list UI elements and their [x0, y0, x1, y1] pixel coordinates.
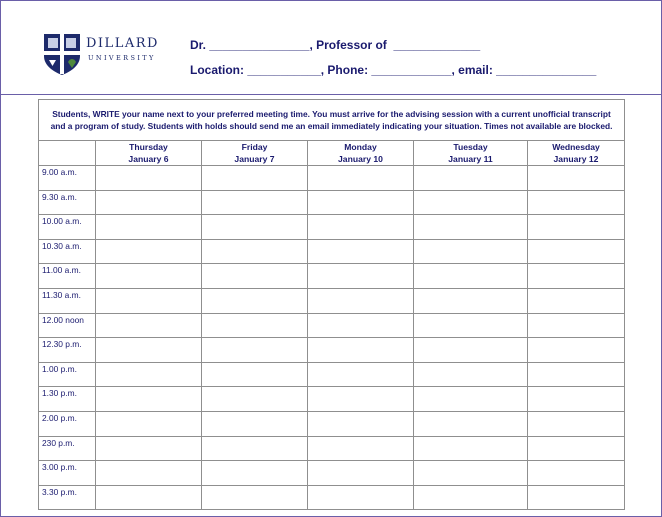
time-label: 11.00 a.m.: [39, 264, 96, 289]
slot-cell-wednesday[interactable]: [528, 485, 625, 510]
slot-cell-friday[interactable]: [202, 436, 308, 461]
logo-name: DILLARD: [86, 36, 159, 51]
university-logo: [42, 32, 162, 76]
slot-cell-monday[interactable]: [308, 313, 414, 338]
shield-icon: [42, 32, 82, 76]
schedule-table: [38, 99, 625, 510]
time-label: 9.00 a.m.: [39, 166, 96, 191]
day-header-monday: [308, 141, 414, 166]
time-slot-row: [39, 411, 625, 436]
slot-cell-friday[interactable]: [202, 411, 308, 436]
slot-cell-friday[interactable]: [202, 485, 308, 510]
slot-cell-wednesday[interactable]: [528, 239, 625, 264]
slot-cell-thursday[interactable]: [96, 239, 202, 264]
slot-cell-friday[interactable]: [202, 264, 308, 289]
slot-cell-wednesday[interactable]: [528, 313, 625, 338]
slot-cell-tuesday[interactable]: [414, 215, 528, 240]
slot-cell-wednesday[interactable]: [528, 362, 625, 387]
day-date: January 11: [448, 154, 493, 164]
slot-cell-friday[interactable]: [202, 338, 308, 363]
slot-cell-thursday[interactable]: [96, 485, 202, 510]
day-header-friday: [202, 141, 308, 166]
day-name: Friday: [241, 142, 268, 152]
time-slot-row: [39, 288, 625, 313]
time-slot-row: [39, 215, 625, 240]
time-slot-row: [39, 461, 625, 486]
slot-cell-wednesday[interactable]: [528, 436, 625, 461]
time-slot-row: [39, 436, 625, 461]
time-slot-row: [39, 190, 625, 215]
slot-cell-monday[interactable]: [308, 338, 414, 363]
day-name: Thursday: [129, 142, 168, 152]
slot-cell-thursday[interactable]: [96, 166, 202, 191]
time-slot-row: [39, 387, 625, 412]
slot-cell-tuesday[interactable]: [414, 190, 528, 215]
slot-cell-monday[interactable]: [308, 436, 414, 461]
slot-cell-thursday[interactable]: [96, 190, 202, 215]
time-label: 1.00 p.m.: [39, 362, 96, 387]
slot-cell-monday[interactable]: [308, 166, 414, 191]
slot-cell-monday[interactable]: [308, 485, 414, 510]
day-date: January 12: [553, 154, 599, 164]
slot-cell-monday[interactable]: [308, 288, 414, 313]
day-header-thursday: [96, 141, 202, 166]
day-date: January 10: [338, 154, 383, 164]
slot-cell-thursday[interactable]: [96, 313, 202, 338]
slot-cell-wednesday[interactable]: [528, 288, 625, 313]
time-label: 12.00 noon: [39, 313, 96, 338]
day-name: Tuesday: [453, 142, 488, 152]
slot-cell-thursday[interactable]: [96, 215, 202, 240]
slot-cell-friday[interactable]: [202, 362, 308, 387]
time-label: 10.30 a.m.: [39, 239, 96, 264]
slot-cell-wednesday[interactable]: [528, 264, 625, 289]
slot-cell-tuesday[interactable]: [414, 264, 528, 289]
time-label: 10.00 a.m.: [39, 215, 96, 240]
slot-cell-tuesday[interactable]: [414, 411, 528, 436]
slot-cell-thursday[interactable]: [96, 387, 202, 412]
time-label: 9.30 a.m.: [39, 190, 96, 215]
day-date: January 7: [234, 154, 275, 164]
slot-cell-thursday[interactable]: [96, 264, 202, 289]
slot-cell-tuesday[interactable]: [414, 338, 528, 363]
time-label: 3.30 p.m.: [39, 485, 96, 510]
slot-cell-wednesday[interactable]: [528, 387, 625, 412]
time-label: 1.30 p.m.: [39, 387, 96, 412]
time-slot-row: [39, 338, 625, 363]
slot-cell-tuesday[interactable]: [414, 436, 528, 461]
contact-line: Location: ___________, Phone: ____________, email: _______________: [190, 63, 597, 77]
instructions-text: Students, WRITE your name next to your preferred meeting time. You must arrive for the advising session with a current unofficial transcript and a program of study. Students with holds should send me an email immediately indicating your situation. Times not available are blocked.: [39, 100, 625, 141]
slot-cell-monday[interactable]: [308, 215, 414, 240]
slot-cell-wednesday[interactable]: [528, 190, 625, 215]
day-name: Monday: [344, 142, 377, 152]
slot-cell-thursday[interactable]: [96, 288, 202, 313]
slot-cell-friday[interactable]: [202, 387, 308, 412]
slot-cell-friday[interactable]: [202, 190, 308, 215]
time-label: 2.00 p.m.: [39, 411, 96, 436]
time-label: 230 p.m.: [39, 436, 96, 461]
slot-cell-tuesday[interactable]: [414, 239, 528, 264]
day-header-row: [39, 141, 625, 166]
slot-cell-monday[interactable]: [308, 264, 414, 289]
day-header-wednesday: [528, 141, 625, 166]
time-column-header: [39, 141, 96, 166]
slot-cell-wednesday[interactable]: [528, 338, 625, 363]
slot-cell-tuesday[interactable]: [414, 387, 528, 412]
slot-cell-monday[interactable]: [308, 362, 414, 387]
time-slot-row: [39, 362, 625, 387]
slot-cell-monday[interactable]: [308, 387, 414, 412]
slot-cell-thursday[interactable]: [96, 338, 202, 363]
header-divider: [0, 94, 662, 95]
time-label: 3.00 p.m.: [39, 461, 96, 486]
slot-cell-friday[interactable]: [202, 313, 308, 338]
slot-cell-friday[interactable]: [202, 288, 308, 313]
slot-cell-friday[interactable]: [202, 239, 308, 264]
day-date: January 6: [128, 154, 169, 164]
day-header-tuesday: [414, 141, 528, 166]
slot-cell-wednesday[interactable]: [528, 215, 625, 240]
slot-cell-thursday[interactable]: [96, 411, 202, 436]
time-slot-row: [39, 264, 625, 289]
slot-cell-tuesday[interactable]: [414, 362, 528, 387]
slot-cell-wednesday[interactable]: [528, 461, 625, 486]
time-slot-row: [39, 313, 625, 338]
time-slot-row: [39, 166, 625, 191]
slot-cell-monday[interactable]: [308, 461, 414, 486]
time-label: 12.30 p.m.: [39, 338, 96, 363]
logo-subtitle: UNIVERSITY: [88, 54, 156, 62]
slot-cell-monday[interactable]: [308, 190, 414, 215]
slot-cell-friday[interactable]: [202, 215, 308, 240]
professor-line: Dr. _______________, Professor of _____________: [190, 38, 481, 52]
slot-cell-tuesday[interactable]: [414, 288, 528, 313]
slot-cell-thursday[interactable]: [96, 461, 202, 486]
slot-cell-tuesday[interactable]: [414, 313, 528, 338]
slot-cell-tuesday[interactable]: [414, 485, 528, 510]
time-slot-row: [39, 239, 625, 264]
slot-cell-friday[interactable]: [202, 461, 308, 486]
slot-cell-monday[interactable]: [308, 411, 414, 436]
slot-cell-tuesday[interactable]: [414, 461, 528, 486]
slot-cell-tuesday[interactable]: [414, 166, 528, 191]
slot-cell-wednesday[interactable]: [528, 411, 625, 436]
time-slot-row: [39, 485, 625, 510]
slot-cell-thursday[interactable]: [96, 436, 202, 461]
slot-cell-wednesday[interactable]: [528, 166, 625, 191]
slot-cell-monday[interactable]: [308, 239, 414, 264]
day-name: Wednesday: [552, 142, 600, 152]
slot-cell-friday[interactable]: [202, 166, 308, 191]
slot-cell-thursday[interactable]: [96, 362, 202, 387]
time-label: 11.30 a.m.: [39, 288, 96, 313]
